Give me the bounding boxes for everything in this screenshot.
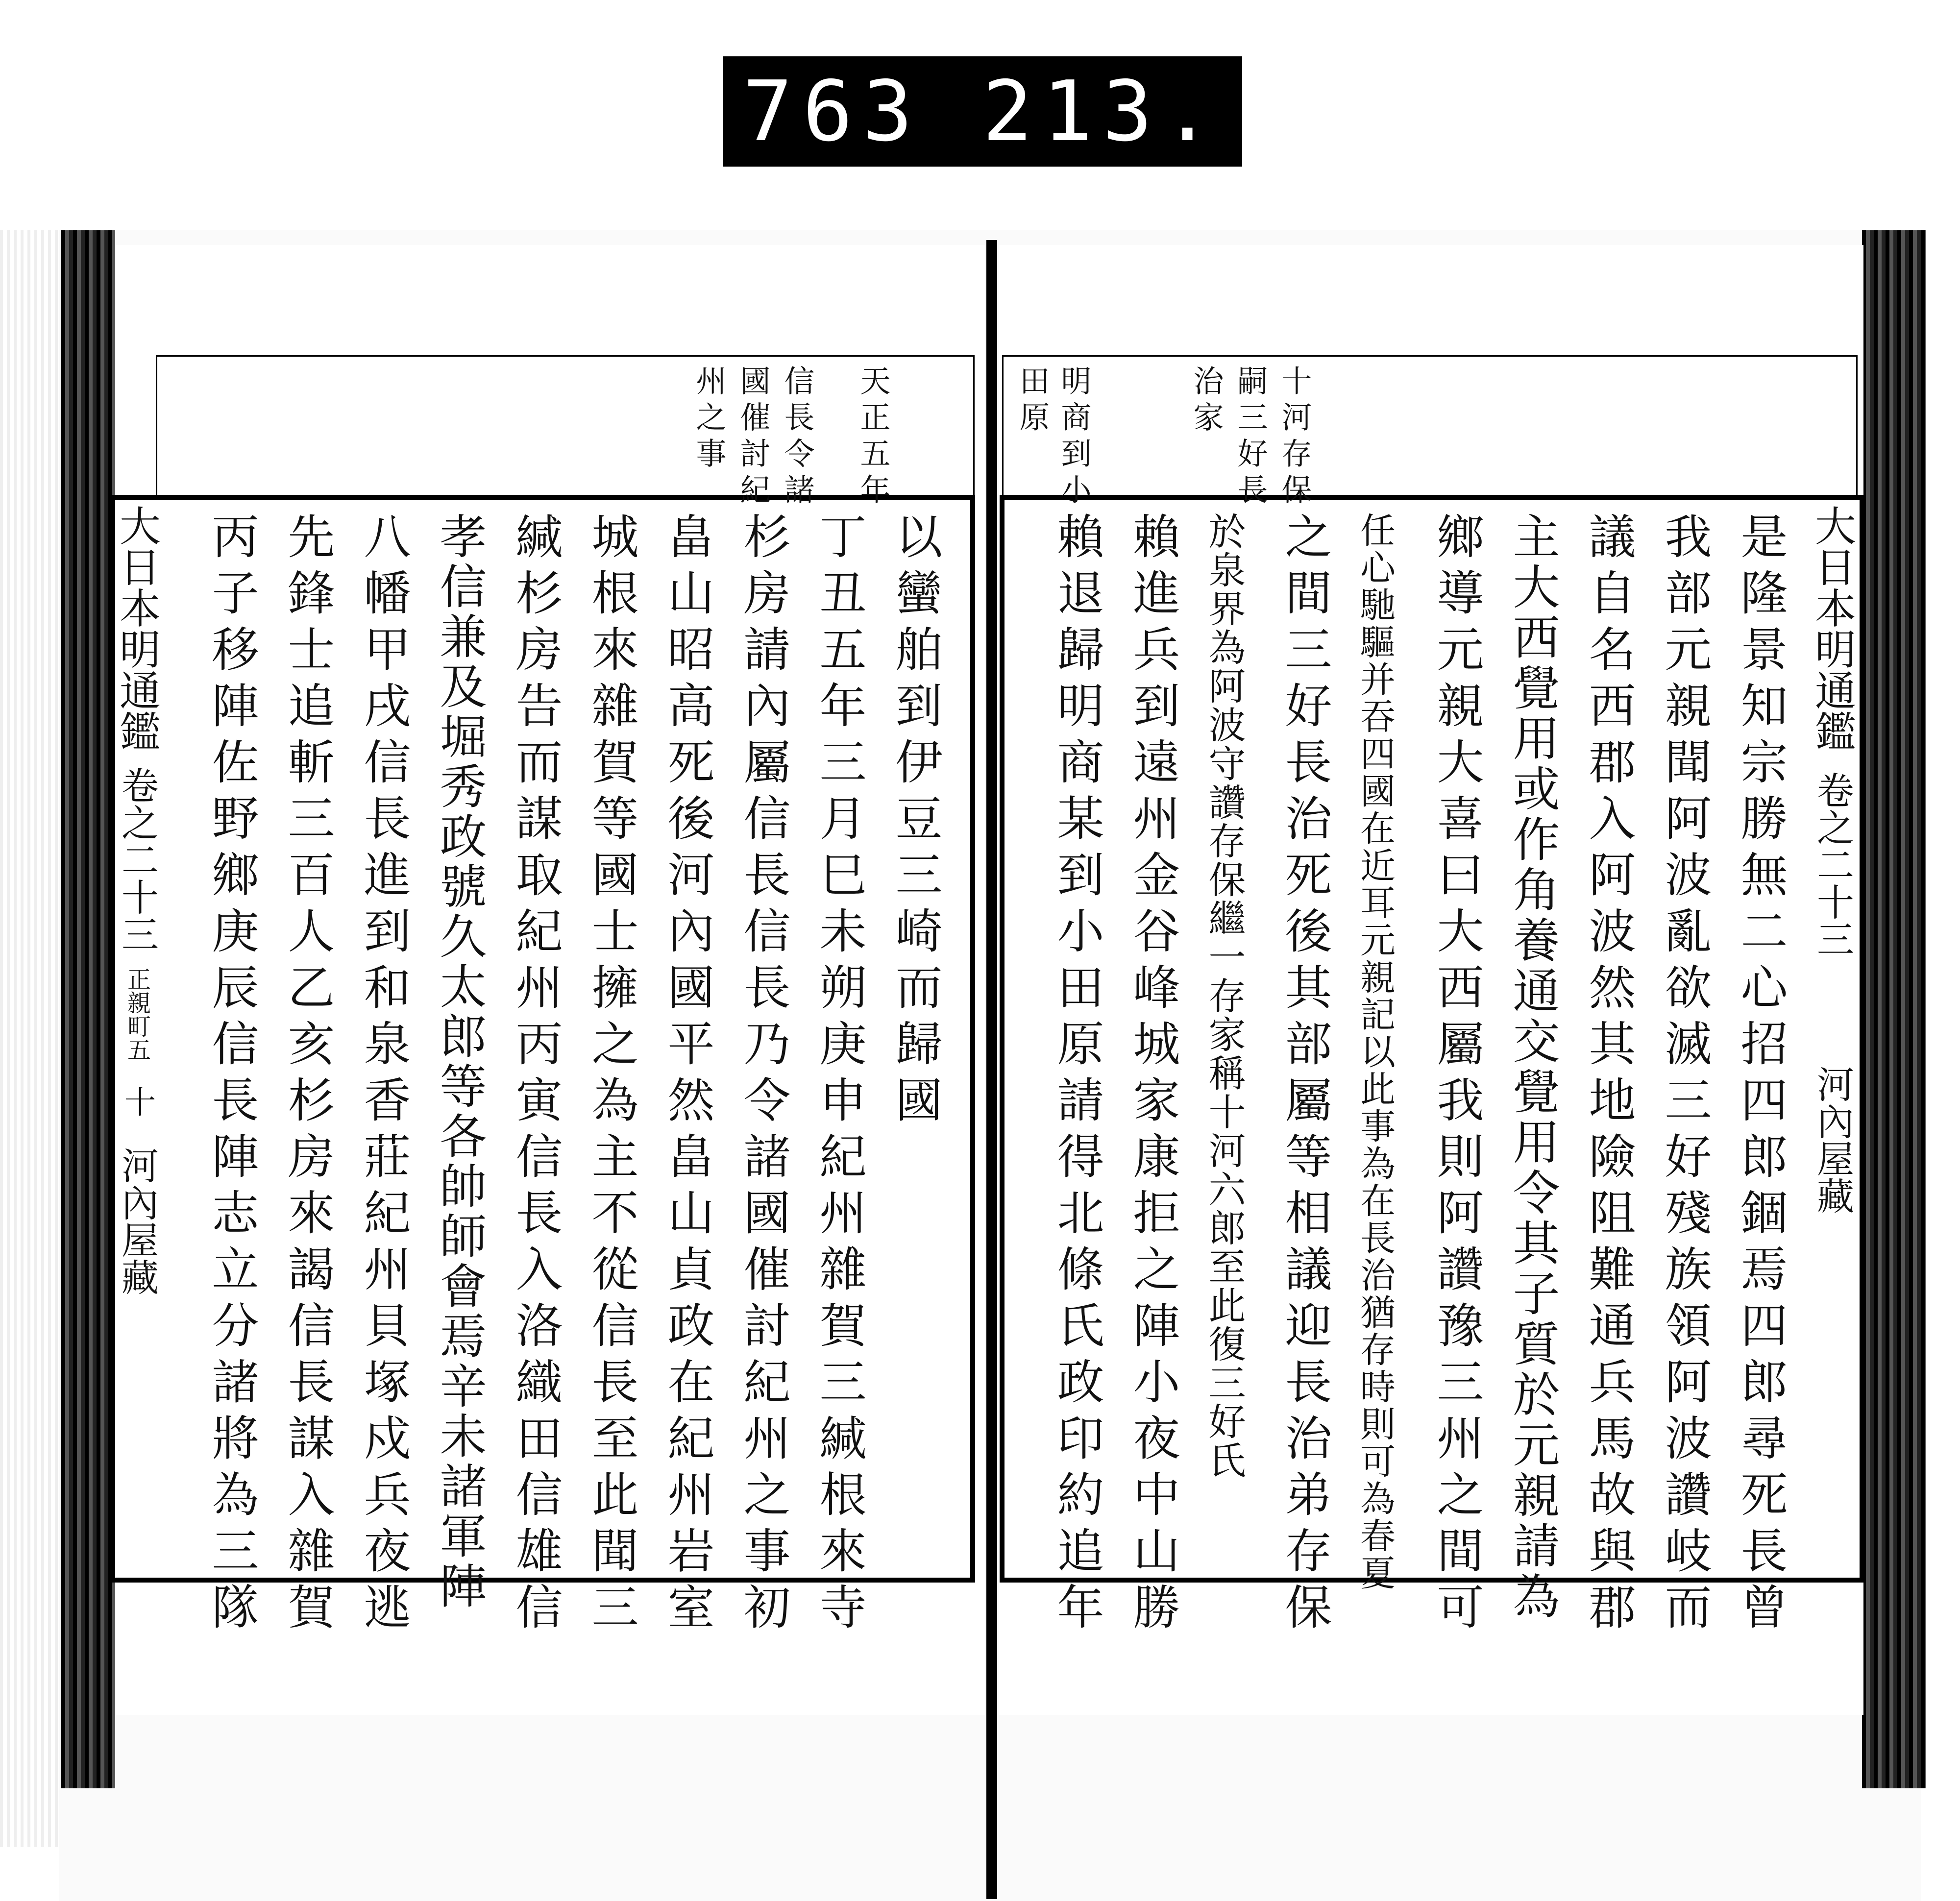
right-text-column: 於泉界為阿波守讚存保繼一存家稱十河六郎至此復三好氏 bbox=[1202, 512, 1246, 1480]
reign-label: 正親町五 bbox=[123, 967, 151, 1061]
left-page-edges bbox=[61, 230, 115, 1788]
left-text-column: 城根來雜賀等國士擁之為主不從信長至此聞三 bbox=[584, 512, 639, 1639]
book-title: 大日本明通鑑 bbox=[113, 505, 161, 752]
left-text-column: 畠山昭高死後河內國平然畠山貞政在紀州岩室 bbox=[660, 512, 715, 1639]
right-text-column: 議自名西郡入阿波然其地險阻難通兵馬故與郡 bbox=[1581, 512, 1636, 1639]
right-text-column: 是隆景知宗勝無二心招四郎錮焉四郎尋死長曾 bbox=[1733, 512, 1788, 1639]
left-marginal-note: 信長令諸 bbox=[779, 365, 815, 510]
right-text-column: 任心馳驅并吞四國在近耳元親記以此事為在長治猶存時則可為春夏 bbox=[1354, 512, 1396, 1592]
right-page-edges bbox=[1862, 230, 1926, 1788]
left-text-column: 緘杉房告而謀取紀州丙寅信長入洛織田信雄信 bbox=[508, 512, 563, 1639]
publisher-label: 河內屋藏 bbox=[1811, 1065, 1855, 1214]
right-text-column: 鄉導元親大喜曰大西屬我則阿讚豫三州之間可 bbox=[1429, 512, 1484, 1639]
book-spine bbox=[986, 240, 997, 1899]
right-marginal-note: 治家 bbox=[1188, 365, 1224, 438]
left-marginal-note-box bbox=[156, 355, 975, 500]
left-page-header-strip bbox=[113, 495, 162, 1573]
right-marginal-note: 田原 bbox=[1014, 365, 1050, 438]
volume-label: 卷之二十三 bbox=[115, 766, 159, 952]
right-marginal-note: 明商到小 bbox=[1056, 365, 1092, 510]
right-text-column: 主大西覺用或作角養通交覺用令其子質於元親請為 bbox=[1505, 512, 1560, 1622]
publisher-label: 河內屋藏 bbox=[115, 1146, 159, 1295]
left-text-column: 孝信兼及堀秀政號久太郎等各帥師會焉辛未諸軍陣 bbox=[432, 512, 487, 1611]
left-text-column: 丁丑五年三月巳未朔庚申紀州雜賀三緘根來寺 bbox=[812, 512, 867, 1639]
scan-id-label: 763 213. bbox=[723, 56, 1242, 167]
left-text-column: 八幡甲戌信長進到和泉香莊紀州貝塚戍兵夜逃 bbox=[356, 512, 411, 1639]
right-marginal-note: 嗣三好長 bbox=[1232, 365, 1268, 510]
left-text-column: 丙子移陣佐野鄉庚辰信長陣志立分諸將為三隊 bbox=[204, 512, 259, 1639]
volume-label: 卷之二十三 bbox=[1811, 771, 1855, 957]
left-text-column: 先鋒士追斬三百人乙亥杉房來謁信長謀入雜賀 bbox=[280, 512, 335, 1639]
right-text-column: 賴退歸明商某到小田原請得北條氏政印約追年 bbox=[1050, 512, 1104, 1639]
right-text-column: 賴進兵到遠州金谷峰城家康拒之陣小夜中山勝 bbox=[1126, 512, 1180, 1639]
right-page-header-strip bbox=[1808, 495, 1857, 1573]
scan-margin-noise bbox=[0, 230, 69, 1847]
book-title: 大日本明通鑑 bbox=[1808, 505, 1857, 752]
left-marginal-note: 天正五年 bbox=[855, 365, 891, 510]
right-marginal-note: 十河存保 bbox=[1276, 365, 1312, 510]
right-text-column: 我部元親聞阿波亂欲滅三好殘族領阿波讚岐而 bbox=[1657, 512, 1712, 1639]
folio-number: 十 bbox=[119, 1086, 155, 1117]
right-text-column: 之間三好長治死後其部屬等相議迎長治弟存保 bbox=[1277, 512, 1332, 1639]
left-marginal-note: 州之事 bbox=[691, 365, 727, 474]
left-marginal-note: 國催討紀 bbox=[735, 365, 771, 510]
left-text-column: 以蠻舶到伊豆三崎而歸國 bbox=[888, 512, 943, 1132]
right-marginal-note-box bbox=[1002, 355, 1858, 500]
left-text-column: 杉房請內屬信長信長乃令諸國催討紀州之事初 bbox=[736, 512, 791, 1639]
